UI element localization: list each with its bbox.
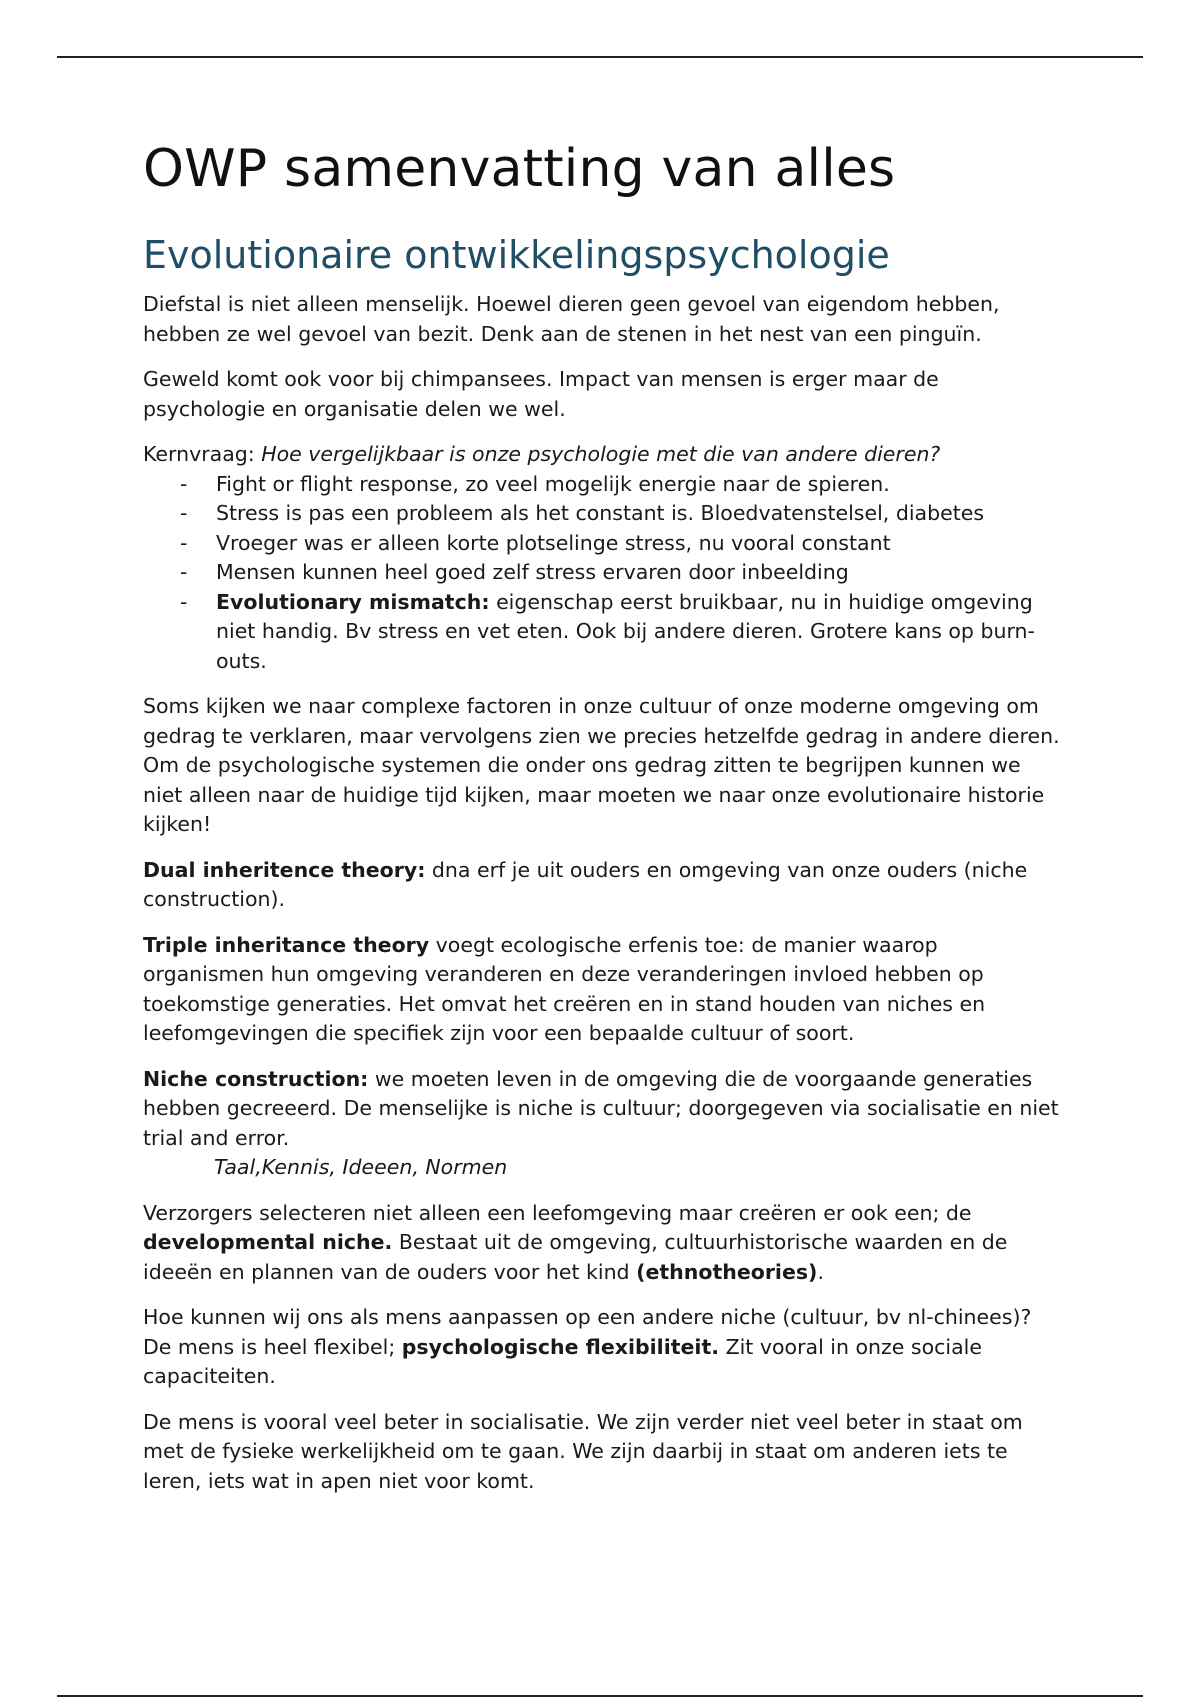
developmental-mid: Bestaat uit de omgeving, cultuurhistorische waarden en de ideeën en plannen van de ouders voor het kind: [143, 1230, 1008, 1284]
flex-post: Zit vooral in onze sociale capaciteiten.: [143, 1334, 982, 1389]
list-item: - Vroeger was er alleen korte plotselinge stress, nu vooral constant: [143, 529, 1063, 559]
flex-pre: Hoe kunnen wij ons als mens aanpassen op een andere niche (cultuur, bv nl-chinees)? De mens is heel flexibel;: [143, 1305, 1032, 1359]
niche-term: Niche construction:: [143, 1066, 369, 1091]
paragraph-socialisatie: De mens is vooral veel beter in socialisatie. We zijn verder niet veel beter in staat om met de fysieke werkelijkheid om te gaan. We zijn daarbij in staat om anderen iets te leren, iets wat in apen niet voor komt.: [143, 1409, 1023, 1493]
paragraph-dual-inheritance: [143, 856, 1063, 915]
triple-text: voegt ecologische erfenis toe: de manier waarop organismen hun omgeving veranderen en deze veranderingen invloed hebben op toekomstige generaties. Het omvat het creëren en in stand houden van niches en leefomgevingen die specifiek zijn voor een bepaalde cultuur of soort.: [143, 932, 986, 1046]
paragraph-triple-inheritance: [143, 931, 1063, 1049]
mismatch-term: Evolutionary mismatch:: [216, 589, 490, 614]
list-item: - Fight or flight response, zo veel mogelijk energie naar de spieren.: [143, 470, 1063, 500]
developmental-term: developmental niche.: [143, 1230, 393, 1255]
paragraph-diefstal: Diefstal is niet alleen menselijk. Hoewel dieren geen gevoel van eigendom hebben, hebben ze wel gevoel van bezit. Denk aan de stenen in het nest van een pinguïn.: [143, 292, 1000, 346]
list-item-mismatch: [143, 588, 1063, 677]
developmental-post: .: [817, 1259, 824, 1284]
dual-term: Dual inheritence theory:: [143, 857, 426, 882]
bullet-list: [143, 470, 1063, 677]
paragraph-geweld: Geweld komt ook voor bij chimpansees. Impact van mensen is erger maar de psychologie en organisatie delen we wel.: [143, 367, 939, 421]
triple-term: Triple inheritance theory: [143, 932, 430, 957]
mismatch-text: eigenschap eerst bruikbaar, nu in huidige omgeving niet handig. Bv stress en vet eten. Ook bij andere dieren. Grotere kans op burn-outs.: [216, 589, 1035, 673]
flex-term: psychologische flexibiliteit.: [401, 1334, 720, 1359]
document-title: OWP samenvatting van alles: [143, 139, 896, 199]
developmental-pre: Verzorgers selecteren niet alleen een leefomgeving maar creëren er ook een; de: [143, 1200, 972, 1225]
list-item: - Mensen kunnen heel goed zelf stress ervaren door inbeelding: [143, 558, 1063, 588]
paragraph-niche-construction: [143, 1065, 1063, 1154]
list-item: - Stress is pas een probleem als het constant is. Bloedvatenstelsel, diabetes: [143, 499, 1063, 529]
kernvraag-label: Kernvraag:: [143, 442, 262, 467]
document-body: [143, 138, 1063, 1512]
section-heading: Evolutionaire ontwikkelingspsychologie: [143, 233, 890, 278]
niche-examples: Taal,Kennis, Ideeen, Normen: [214, 1155, 508, 1180]
paragraph-flexibiliteit: [143, 1303, 1063, 1392]
kernvraag-question: Hoe vergelijkbaar is onze psychologie met die van andere dieren?: [261, 442, 941, 467]
paragraph-kernvraag: [143, 440, 1063, 470]
niche-text: we moeten leven in de omgeving die de voorgaande generaties hebben gecreeerd. De menselijke is niche is cultuur; doorgegeven via socialisatie en niet trial and error.: [143, 1066, 1059, 1150]
ethnotheories-term: (ethnotheories): [636, 1259, 818, 1284]
paragraph-complexe-factoren: Soms kijken we naar complexe factoren in onze cultuur of onze moderne omgeving om gedrag te verklaren, maar vervolgens zien we precies hetzelfde gedrag in andere dieren. Om de psychologische systemen die onder ons gedrag zitten te begrijpen kunnen we niet alleen naar de huidige tijd kijken, maar moeten we naar onze evolutionaire historie kijken!: [143, 694, 1060, 837]
dual-text: dna erf je uit ouders en omgeving van onze ouders (niche construction).: [143, 857, 1028, 912]
top-rule: [57, 56, 1143, 58]
bottom-rule: [57, 1695, 1143, 1697]
paragraph-developmental-niche: [143, 1199, 1063, 1288]
